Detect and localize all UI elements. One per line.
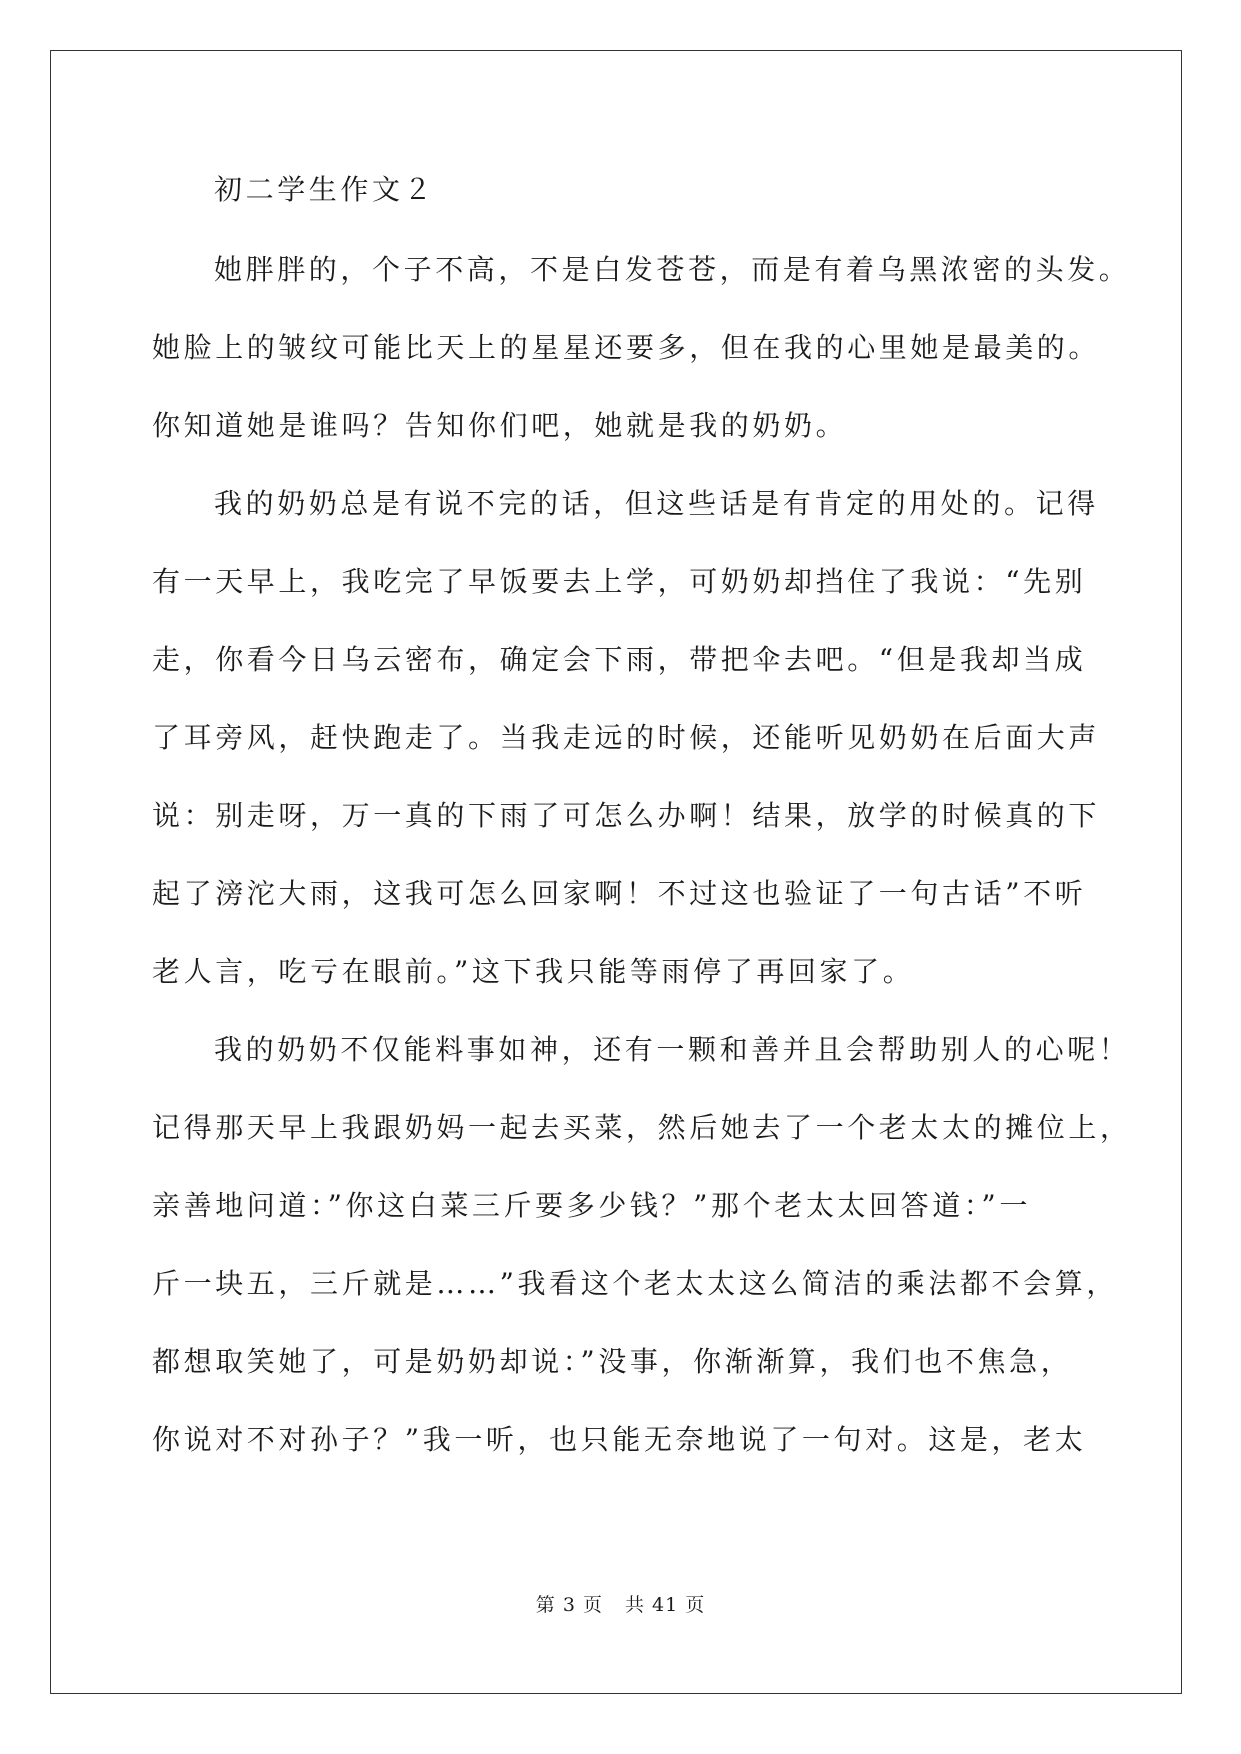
paragraph-3-line-5: 都想取笑她了，可是奶奶却说：”没事，你渐渐算，我们也不焦急， [152, 1345, 1073, 1378]
page-number: 第 3 页 [535, 1594, 603, 1616]
page-footer [0, 1590, 1241, 1617]
paragraph-2-line-2: 有一天早上，我吃完了早饭要去上学，可奶奶却挡住了我说：“先别 [152, 565, 1087, 598]
paragraph-2-line-4: 了耳旁风，赶快跑走了。当我走远的时候，还能听见奶奶在后面大声 [152, 721, 1101, 754]
paragraph-1-line-2: 她脸上的皱纹可能比天上的星星还要多，但在我的心里她是最美的。 [152, 331, 1101, 364]
paragraph-1-line-1: 她胖胖的，个子不高，不是白发苍苍，而是有着乌黑浓密的头发。 [214, 253, 1131, 286]
paragraph-2-line-7: 老人言，吃亏在眼前。”这下我只能等雨停了再回家了。 [152, 955, 915, 988]
paragraph-3-line-3: 亲善地问道：”你这白菜三斤要多少钱？”那个老太太回答道：”一 [152, 1189, 1031, 1222]
paragraph-2-line-5: 说：别走呀，万一真的下雨了可怎么办啊！结果，放学的时候真的下 [152, 799, 1101, 832]
page-total: 共 41 页 [624, 1594, 706, 1616]
paragraph-2-line-1: 我的奶奶总是有说不完的话，但这些话是有肯定的用处的。记得 [214, 487, 1099, 520]
paragraph-3-line-2: 记得那天早上我跟奶妈一起去买菜，然后她去了一个老太太的摊位上， [152, 1111, 1132, 1144]
paragraph-3-line-1: 我的奶奶不仅能料事如神，还有一颗和善并且会帮助别人的心呢！ [214, 1033, 1131, 1066]
paragraph-2-line-3: 走，你看今日乌云密布，确定会下雨，带把伞去吧。“但是我却当成 [152, 643, 1087, 676]
paragraph-2-line-6: 起了滂沱大雨，这我可怎么回家啊！不过这也验证了一句古话”不听 [152, 877, 1087, 910]
paragraph-3-line-4: 斤一块五，三斤就是……”我看这个老太太这么简洁的乘法都不会算， [152, 1267, 1118, 1300]
paragraph-1-line-3: 你知道她是谁吗？告知你们吧，她就是我的奶奶。 [152, 409, 848, 442]
paragraph-3-line-6: 你说对不对孙子？”我一听，也只能无奈地说了一句对。这是，老太 [152, 1423, 1087, 1456]
essay-title: 初二学生作文２ [214, 173, 436, 206]
